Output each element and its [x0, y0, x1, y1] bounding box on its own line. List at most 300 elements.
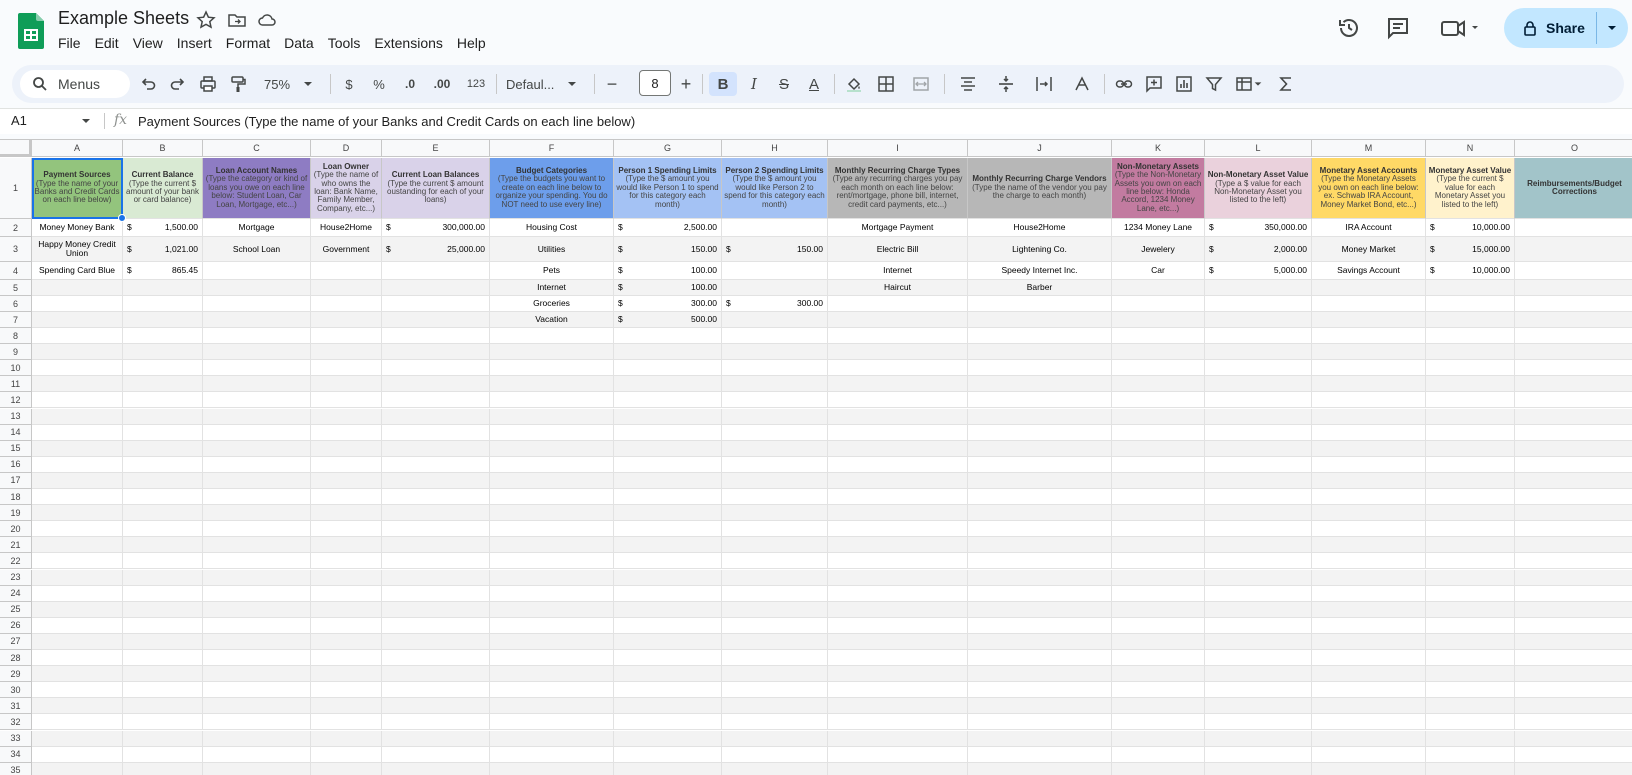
cell-a3[interactable]: Happy Money Credit Union [32, 237, 123, 262]
cell-n7[interactable] [1426, 312, 1515, 328]
cell-f5[interactable]: Internet [490, 280, 614, 296]
column-header-e[interactable]: E [382, 140, 490, 157]
cell-n22[interactable] [1426, 553, 1515, 569]
cell-n34[interactable] [1426, 747, 1515, 763]
cell-n18[interactable] [1426, 489, 1515, 505]
cell-e24[interactable] [382, 586, 490, 602]
cell-f20[interactable] [490, 521, 614, 537]
cell-l31[interactable] [1205, 698, 1312, 714]
cell-d7[interactable] [311, 312, 382, 328]
cell-b25[interactable] [123, 602, 203, 618]
cell-e12[interactable] [382, 392, 490, 408]
header-cell-i[interactable] [828, 158, 968, 219]
cell-a27[interactable] [32, 634, 123, 650]
cell-a16[interactable] [32, 457, 123, 473]
cell-m16[interactable] [1312, 457, 1426, 473]
cell-b18[interactable] [123, 489, 203, 505]
cell-e8[interactable] [382, 328, 490, 344]
cell-c8[interactable] [203, 328, 311, 344]
cell-b16[interactable] [123, 457, 203, 473]
cell-b5[interactable] [123, 280, 203, 296]
cell-c12[interactable] [203, 392, 311, 408]
cell-n21[interactable] [1426, 537, 1515, 553]
cell-j4[interactable]: Speedy Internet Inc. [968, 262, 1112, 280]
cell-i16[interactable] [828, 457, 968, 473]
cell-n4[interactable] [1426, 262, 1515, 280]
cell-c21[interactable] [203, 537, 311, 553]
cell-g27[interactable] [614, 634, 722, 650]
cell-o16[interactable] [1515, 457, 1632, 473]
cell-b11[interactable] [123, 376, 203, 392]
cell-o3[interactable] [1515, 237, 1632, 262]
cell-c13[interactable] [203, 409, 311, 425]
cell-m19[interactable] [1312, 505, 1426, 521]
cell-l30[interactable] [1205, 682, 1312, 698]
font-family-select[interactable] [504, 72, 588, 96]
cell-g34[interactable] [614, 747, 722, 763]
cell-l16[interactable] [1205, 457, 1312, 473]
cell-a11[interactable] [32, 376, 123, 392]
cell-e31[interactable] [382, 698, 490, 714]
cell-e21[interactable] [382, 537, 490, 553]
row-header-8[interactable]: 8 [0, 328, 32, 344]
currency-format-button[interactable]: $ [345, 76, 353, 92]
cell-i31[interactable] [828, 698, 968, 714]
cell-f32[interactable] [490, 714, 614, 730]
menu-file[interactable]: File [58, 35, 81, 51]
cell-l28[interactable] [1205, 650, 1312, 666]
row-header-29[interactable]: 29 [0, 666, 32, 682]
cell-o25[interactable] [1515, 602, 1632, 618]
cell-l32[interactable] [1205, 714, 1312, 730]
cell-c24[interactable] [203, 586, 311, 602]
cell-h6[interactable] [722, 296, 828, 312]
cell-d12[interactable] [311, 392, 382, 408]
cell-m20[interactable] [1312, 521, 1426, 537]
cell-k16[interactable] [1112, 457, 1205, 473]
header-cell-c[interactable] [203, 158, 311, 219]
menu-edit[interactable]: Edit [94, 35, 119, 51]
cell-a34[interactable] [32, 747, 123, 763]
font-size-input[interactable]: 8 [639, 70, 671, 96]
cell-d30[interactable] [311, 682, 382, 698]
cell-g13[interactable] [614, 409, 722, 425]
cell-e34[interactable] [382, 747, 490, 763]
cell-j6[interactable] [968, 296, 1112, 312]
cell-j33[interactable] [968, 731, 1112, 747]
insert-chart-button[interactable] [1172, 72, 1196, 96]
cell-g3[interactable] [614, 237, 722, 262]
cell-g4[interactable] [614, 262, 722, 280]
cell-c34[interactable] [203, 747, 311, 763]
cell-b22[interactable] [123, 553, 203, 569]
cell-o23[interactable] [1515, 570, 1632, 586]
cell-d35[interactable] [311, 763, 382, 775]
cell-c28[interactable] [203, 650, 311, 666]
cell-a29[interactable] [32, 666, 123, 682]
cell-f2[interactable]: Housing Cost [490, 219, 614, 237]
cell-n23[interactable] [1426, 570, 1515, 586]
cell-n2[interactable] [1426, 219, 1515, 237]
cell-d13[interactable] [311, 409, 382, 425]
cell-h34[interactable] [722, 747, 828, 763]
cell-b29[interactable] [123, 666, 203, 682]
cell-a26[interactable] [32, 618, 123, 634]
cell-m4[interactable]: Savings Account [1312, 262, 1426, 280]
cell-g32[interactable] [614, 714, 722, 730]
cell-n15[interactable] [1426, 441, 1515, 457]
comments-icon[interactable] [1386, 16, 1410, 40]
cell-b31[interactable] [123, 698, 203, 714]
cell-f14[interactable] [490, 425, 614, 441]
cell-n8[interactable] [1426, 328, 1515, 344]
cell-e13[interactable] [382, 409, 490, 425]
cell-a32[interactable] [32, 714, 123, 730]
cell-e19[interactable] [382, 505, 490, 521]
cell-d9[interactable] [311, 344, 382, 360]
cell-a22[interactable] [32, 553, 123, 569]
fill-handle[interactable] [118, 214, 126, 222]
cell-a33[interactable] [32, 731, 123, 747]
cell-j12[interactable] [968, 392, 1112, 408]
cell-o7[interactable] [1515, 312, 1632, 328]
cell-m22[interactable] [1312, 553, 1426, 569]
cell-o5[interactable] [1515, 280, 1632, 296]
cell-d10[interactable] [311, 360, 382, 376]
cell-j29[interactable] [968, 666, 1112, 682]
cell-m9[interactable] [1312, 344, 1426, 360]
cell-f16[interactable] [490, 457, 614, 473]
header-cell-g[interactable] [614, 158, 722, 219]
row-header-9[interactable]: 9 [0, 344, 32, 360]
cell-b12[interactable] [123, 392, 203, 408]
cell-e3[interactable] [382, 237, 490, 262]
cell-c20[interactable] [203, 521, 311, 537]
cell-o33[interactable] [1515, 731, 1632, 747]
cell-l2[interactable] [1205, 219, 1312, 237]
cell-n27[interactable] [1426, 634, 1515, 650]
cell-a8[interactable] [32, 328, 123, 344]
cell-d34[interactable] [311, 747, 382, 763]
cell-k25[interactable] [1112, 602, 1205, 618]
cell-h16[interactable] [722, 457, 828, 473]
cell-o29[interactable] [1515, 666, 1632, 682]
cell-d21[interactable] [311, 537, 382, 553]
name-box-dropdown-icon[interactable] [80, 115, 92, 127]
cell-a5[interactable] [32, 280, 123, 296]
row-header-14[interactable]: 14 [0, 425, 32, 441]
cell-h22[interactable] [722, 553, 828, 569]
cell-k10[interactable] [1112, 360, 1205, 376]
cell-f29[interactable] [490, 666, 614, 682]
cell-l19[interactable] [1205, 505, 1312, 521]
cell-n5[interactable] [1426, 280, 1515, 296]
cell-o18[interactable] [1515, 489, 1632, 505]
column-header-c[interactable]: C [203, 140, 311, 157]
cell-f33[interactable] [490, 731, 614, 747]
cell-d26[interactable] [311, 618, 382, 634]
column-header-a[interactable]: A [32, 140, 123, 157]
cell-m10[interactable] [1312, 360, 1426, 376]
cell-g14[interactable] [614, 425, 722, 441]
cell-k8[interactable] [1112, 328, 1205, 344]
cell-g7[interactable] [614, 312, 722, 328]
cell-c17[interactable] [203, 473, 311, 489]
cell-b26[interactable] [123, 618, 203, 634]
name-box[interactable]: A1 [11, 113, 27, 128]
row-header-33[interactable]: 33 [0, 731, 32, 747]
cell-m15[interactable] [1312, 441, 1426, 457]
redo-button[interactable] [166, 72, 190, 96]
move-folder-icon[interactable] [227, 10, 247, 30]
cell-b33[interactable] [123, 731, 203, 747]
cell-b2[interactable] [123, 219, 203, 237]
cell-h11[interactable] [722, 376, 828, 392]
cell-o13[interactable] [1515, 409, 1632, 425]
cell-d2[interactable]: House2Home [311, 219, 382, 237]
header-cell-a[interactable] [32, 158, 123, 219]
menu-extensions[interactable]: Extensions [374, 35, 443, 51]
cell-e15[interactable] [382, 441, 490, 457]
cell-b21[interactable] [123, 537, 203, 553]
cell-i29[interactable] [828, 666, 968, 682]
cell-n24[interactable] [1426, 586, 1515, 602]
cell-c19[interactable] [203, 505, 311, 521]
cell-k32[interactable] [1112, 714, 1205, 730]
cell-c9[interactable] [203, 344, 311, 360]
cell-d25[interactable] [311, 602, 382, 618]
star-icon[interactable] [196, 10, 216, 30]
cell-k15[interactable] [1112, 441, 1205, 457]
cell-k5[interactable] [1112, 280, 1205, 296]
merge-cells-button[interactable] [904, 72, 938, 96]
cell-i12[interactable] [828, 392, 968, 408]
cell-b17[interactable] [123, 473, 203, 489]
column-header-h[interactable]: H [722, 140, 828, 157]
cell-l10[interactable] [1205, 360, 1312, 376]
cell-f7[interactable]: Vacation [490, 312, 614, 328]
text-rotation-button[interactable] [1066, 72, 1098, 96]
cell-i5[interactable]: Haircut [828, 280, 968, 296]
cell-a4[interactable]: Spending Card Blue [32, 262, 123, 280]
cell-e25[interactable] [382, 602, 490, 618]
cell-k3[interactable]: Jewelery [1112, 237, 1205, 262]
cell-c26[interactable] [203, 618, 311, 634]
row-header-35[interactable]: 35 [0, 763, 32, 775]
cell-k27[interactable] [1112, 634, 1205, 650]
cell-h27[interactable] [722, 634, 828, 650]
cell-m5[interactable] [1312, 280, 1426, 296]
cell-c10[interactable] [203, 360, 311, 376]
cell-g15[interactable] [614, 441, 722, 457]
cell-b27[interactable] [123, 634, 203, 650]
cell-j16[interactable] [968, 457, 1112, 473]
cell-o27[interactable] [1515, 634, 1632, 650]
cell-a9[interactable] [32, 344, 123, 360]
cell-o31[interactable] [1515, 698, 1632, 714]
cell-f12[interactable] [490, 392, 614, 408]
percent-format-button[interactable]: % [373, 76, 385, 92]
cell-g16[interactable] [614, 457, 722, 473]
cell-i22[interactable] [828, 553, 968, 569]
row-header-3[interactable]: 3 [0, 237, 32, 262]
cell-i34[interactable] [828, 747, 968, 763]
cell-k7[interactable] [1112, 312, 1205, 328]
cell-m35[interactable] [1312, 763, 1426, 775]
cell-c3[interactable]: School Loan [203, 237, 311, 262]
cell-b14[interactable] [123, 425, 203, 441]
cell-f35[interactable] [490, 763, 614, 775]
cell-k9[interactable] [1112, 344, 1205, 360]
zoom-select[interactable] [260, 72, 318, 96]
header-cell-k[interactable] [1112, 158, 1205, 219]
cell-o12[interactable] [1515, 392, 1632, 408]
row-header-15[interactable]: 15 [0, 441, 32, 457]
row-header-10[interactable]: 10 [0, 360, 32, 376]
cell-m32[interactable] [1312, 714, 1426, 730]
menu-help[interactable]: Help [456, 35, 486, 51]
cell-a17[interactable] [32, 473, 123, 489]
cell-k19[interactable] [1112, 505, 1205, 521]
header-cell-o[interactable] [1515, 158, 1632, 219]
cell-h24[interactable] [722, 586, 828, 602]
cell-e5[interactable] [382, 280, 490, 296]
cell-f26[interactable] [490, 618, 614, 634]
cell-f18[interactable] [490, 489, 614, 505]
cell-m7[interactable] [1312, 312, 1426, 328]
cell-e6[interactable] [382, 296, 490, 312]
column-header-i[interactable]: I [828, 140, 968, 157]
version-history-icon[interactable] [1337, 16, 1361, 40]
cell-i18[interactable] [828, 489, 968, 505]
cell-o14[interactable] [1515, 425, 1632, 441]
cell-j23[interactable] [968, 570, 1112, 586]
sheets-logo-icon[interactable] [18, 13, 44, 49]
cell-i25[interactable] [828, 602, 968, 618]
cell-b32[interactable] [123, 714, 203, 730]
cell-c22[interactable] [203, 553, 311, 569]
cell-c29[interactable] [203, 666, 311, 682]
row-header-5[interactable]: 5 [0, 280, 32, 296]
cell-k14[interactable] [1112, 425, 1205, 441]
cell-b20[interactable] [123, 521, 203, 537]
cell-j18[interactable] [968, 489, 1112, 505]
cell-h23[interactable] [722, 570, 828, 586]
cell-e33[interactable] [382, 731, 490, 747]
cell-h15[interactable] [722, 441, 828, 457]
cell-c30[interactable] [203, 682, 311, 698]
cell-l35[interactable] [1205, 763, 1312, 775]
column-header-l[interactable]: L [1205, 140, 1312, 157]
cell-d16[interactable] [311, 457, 382, 473]
menu-tools[interactable]: Tools [327, 35, 361, 51]
cell-a23[interactable] [32, 570, 123, 586]
cell-c25[interactable] [203, 602, 311, 618]
cell-h7[interactable] [722, 312, 828, 328]
cell-h31[interactable] [722, 698, 828, 714]
cell-k12[interactable] [1112, 392, 1205, 408]
cell-c18[interactable] [203, 489, 311, 505]
cell-g11[interactable] [614, 376, 722, 392]
select-all-corner[interactable] [0, 140, 32, 157]
cell-b6[interactable] [123, 296, 203, 312]
cell-i24[interactable] [828, 586, 968, 602]
cell-b13[interactable] [123, 409, 203, 425]
cell-i9[interactable] [828, 344, 968, 360]
cell-a25[interactable] [32, 602, 123, 618]
cell-j17[interactable] [968, 473, 1112, 489]
cell-c11[interactable] [203, 376, 311, 392]
cell-c16[interactable] [203, 457, 311, 473]
cell-a10[interactable] [32, 360, 123, 376]
cell-j20[interactable] [968, 521, 1112, 537]
cell-i8[interactable] [828, 328, 968, 344]
cell-h20[interactable] [722, 521, 828, 537]
cell-m8[interactable] [1312, 328, 1426, 344]
cell-h4[interactable] [722, 262, 828, 280]
row-header-21[interactable]: 21 [0, 537, 32, 553]
header-cell-d[interactable] [311, 158, 382, 219]
cell-l24[interactable] [1205, 586, 1312, 602]
cell-f15[interactable] [490, 441, 614, 457]
cell-l26[interactable] [1205, 618, 1312, 634]
cell-n11[interactable] [1426, 376, 1515, 392]
cell-g8[interactable] [614, 328, 722, 344]
horizontal-align-button[interactable] [952, 72, 984, 96]
cell-k17[interactable] [1112, 473, 1205, 489]
cell-h30[interactable] [722, 682, 828, 698]
cell-g19[interactable] [614, 505, 722, 521]
cell-m6[interactable] [1312, 296, 1426, 312]
cell-c2[interactable]: Mortgage [203, 219, 311, 237]
cell-j14[interactable] [968, 425, 1112, 441]
cell-e14[interactable] [382, 425, 490, 441]
cell-c35[interactable] [203, 763, 311, 775]
cell-m13[interactable] [1312, 409, 1426, 425]
cell-d23[interactable] [311, 570, 382, 586]
cell-a20[interactable] [32, 521, 123, 537]
cell-a15[interactable] [32, 441, 123, 457]
cell-j25[interactable] [968, 602, 1112, 618]
cell-f21[interactable] [490, 537, 614, 553]
cell-e26[interactable] [382, 618, 490, 634]
cell-l6[interactable] [1205, 296, 1312, 312]
cell-n10[interactable] [1426, 360, 1515, 376]
cell-d29[interactable] [311, 666, 382, 682]
cell-k29[interactable] [1112, 666, 1205, 682]
cell-d15[interactable] [311, 441, 382, 457]
cell-g6[interactable] [614, 296, 722, 312]
cell-h12[interactable] [722, 392, 828, 408]
cell-m21[interactable] [1312, 537, 1426, 553]
cell-e4[interactable] [382, 262, 490, 280]
cell-g25[interactable] [614, 602, 722, 618]
cell-h9[interactable] [722, 344, 828, 360]
cell-b35[interactable] [123, 763, 203, 775]
cell-k2[interactable]: 1234 Money Lane [1112, 219, 1205, 237]
cell-a18[interactable] [32, 489, 123, 505]
cell-m18[interactable] [1312, 489, 1426, 505]
cell-n13[interactable] [1426, 409, 1515, 425]
cell-f9[interactable] [490, 344, 614, 360]
cell-i15[interactable] [828, 441, 968, 457]
row-header-28[interactable]: 28 [0, 650, 32, 666]
cell-j13[interactable] [968, 409, 1112, 425]
share-dropdown-icon[interactable] [1604, 20, 1620, 36]
cell-j27[interactable] [968, 634, 1112, 650]
cell-m14[interactable] [1312, 425, 1426, 441]
cell-m27[interactable] [1312, 634, 1426, 650]
